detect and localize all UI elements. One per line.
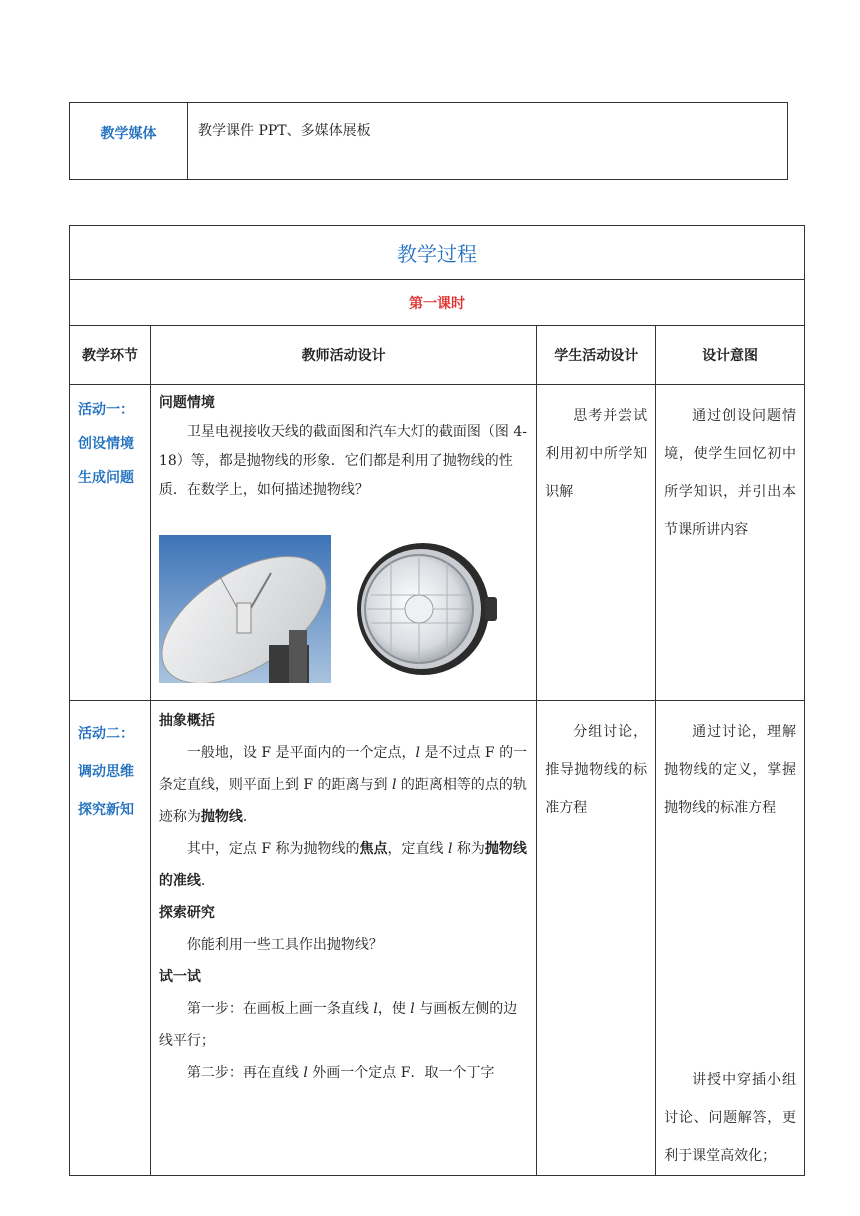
stage1-line2: 创设情境 bbox=[78, 436, 134, 452]
activity-row-1 bbox=[70, 385, 805, 701]
stage2-line3: 探究新知 bbox=[78, 802, 134, 818]
header-intent: 设计意图 bbox=[656, 326, 805, 385]
explore-question: 你能利用一些工具作出抛物线？ bbox=[186, 937, 383, 953]
headlight-image bbox=[351, 535, 501, 683]
student-cell-2 bbox=[537, 701, 656, 1176]
intent-cell-1 bbox=[656, 385, 805, 701]
focus-directrix-paragraph: 其中，定点 F 称为抛物线的焦点，定直线 l 称为抛物线的准线. bbox=[158, 841, 527, 889]
definition-paragraph: 一般地，设 F 是平面内的一个定点，l 是不过点 F 的一条定直线，则平面上到 F 的距离与到 l 的距离相等的点的轨迹称为抛物线. bbox=[158, 745, 528, 825]
media-table bbox=[69, 102, 788, 180]
process-title: 教学过程 bbox=[70, 226, 805, 280]
heading-problem: 问题情境 bbox=[158, 395, 215, 411]
heading-explore: 探索研究 bbox=[158, 905, 215, 921]
process-table bbox=[69, 225, 805, 1176]
design-intent-1: 通过创设问题情境，使学生回忆初中所学知识，并引出本节课所讲内容 bbox=[664, 408, 796, 538]
stage-cell-2 bbox=[70, 701, 151, 1176]
stage2-line1: 活动二： bbox=[78, 726, 134, 742]
problem-paragraph: 卫星电视接收天线的截面图和汽车大灯的截面图（图 4-18）等，都是抛物线的形象．它们都是利用了抛物线的性质．在数学上，如何描述抛物线？ bbox=[158, 424, 527, 498]
stage-cell-1 bbox=[70, 385, 151, 701]
step-one: 第一步：在画板上画一条直线 l，使 l 与画板左侧的边线平行； bbox=[158, 1001, 518, 1049]
header-stage: 教学环节 bbox=[70, 326, 151, 385]
intent-cell-2 bbox=[656, 701, 805, 1176]
header-teacher: 教师活动设计 bbox=[150, 326, 536, 385]
design-intent-2: 通过讨论，理解抛物线的定义，掌握抛物线的标准方程 bbox=[664, 724, 796, 816]
media-label: 教学媒体 bbox=[70, 103, 188, 180]
design-intent-2b: 讲授中穿插小组讨论、问题解答，更利于课堂高效化； bbox=[664, 1072, 796, 1164]
header-student: 学生活动设计 bbox=[537, 326, 656, 385]
activity-row-2 bbox=[70, 701, 805, 1176]
period-label: 第一课时 bbox=[70, 280, 805, 326]
figure-images bbox=[159, 535, 528, 685]
student-cell-1 bbox=[537, 385, 656, 701]
student-activity-1: 思考并尝试利用初中所学知识解 bbox=[545, 408, 648, 500]
student-activity-2: 分组讨论，推导抛物线的标准方程 bbox=[545, 724, 648, 816]
heading-try: 试一试 bbox=[158, 969, 201, 985]
step-two: 第二步：再在直线 l 外画一个定点 F．取一个丁字 bbox=[186, 1065, 495, 1081]
teacher-cell-1 bbox=[150, 385, 536, 701]
stage1-line3: 生成问题 bbox=[78, 470, 134, 486]
media-value: 教学课件 PPT、多媒体展板 bbox=[188, 103, 788, 180]
stage1-line1: 活动一： bbox=[78, 402, 134, 418]
stage2-line2: 调动思维 bbox=[78, 764, 134, 780]
teacher-cell-2 bbox=[150, 701, 536, 1176]
satellite-dish-image bbox=[159, 535, 331, 683]
heading-abstract: 抽象概括 bbox=[158, 713, 215, 729]
